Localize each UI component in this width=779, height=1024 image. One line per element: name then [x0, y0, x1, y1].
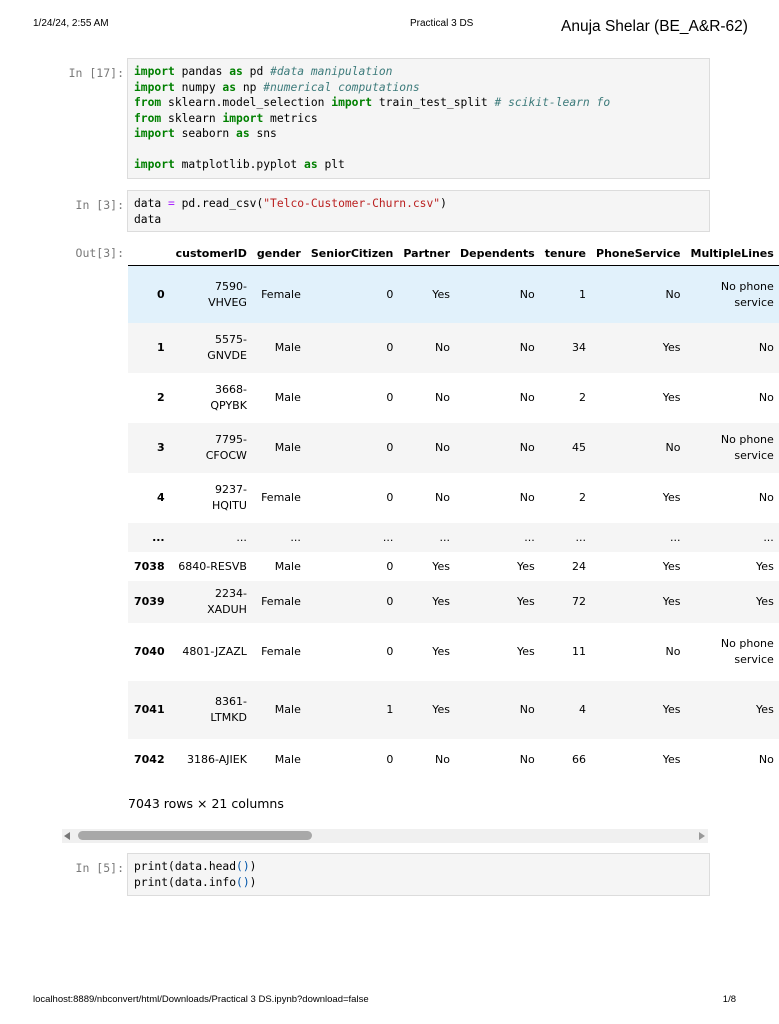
table-cell: No phone service	[686, 423, 779, 473]
table-cell: 66	[572, 753, 587, 766]
table-cell: 1	[306, 681, 399, 739]
row-index: 3	[128, 423, 171, 473]
code-text: )	[440, 197, 447, 210]
code-line	[134, 126, 703, 142]
table-cell: 3668- QPYBK	[210, 383, 247, 412]
page-url: localhost:8889/nbconvert/html/Downloads/Practical 3 DS.ipynb?download=false	[33, 994, 369, 1005]
table-cell: Yes	[455, 581, 540, 623]
table-cell: ...	[591, 523, 685, 552]
table-cell: No	[591, 423, 685, 473]
page-date: 1/24/24, 2:55 AM	[33, 18, 109, 29]
code-line	[134, 142, 703, 158]
table-row	[128, 523, 779, 552]
code-text: matplotlib.pyplot	[174, 158, 305, 171]
code-text: pd	[242, 65, 271, 78]
code-keyword: as	[236, 127, 250, 140]
table-cell: ...	[455, 523, 540, 552]
table-row	[128, 681, 779, 739]
table-cell: ...	[398, 523, 455, 552]
code-line	[134, 875, 703, 891]
table-cell: 0	[386, 559, 394, 573]
table-cell: Female	[261, 491, 301, 504]
table-cell: 34	[540, 323, 591, 373]
column-header: gender	[252, 241, 306, 266]
code-text: print	[134, 860, 169, 873]
code-keyword: import	[331, 96, 373, 109]
table-cell: No	[665, 645, 681, 658]
scroll-right-arrow-icon[interactable]	[699, 832, 705, 840]
scroll-left-arrow-icon[interactable]	[64, 832, 70, 840]
table-cell: No	[519, 753, 535, 766]
table-cell: No phone service	[686, 266, 779, 324]
code-comment: #numerical computations	[263, 80, 420, 94]
output-prompt: Out[3]:	[75, 246, 124, 260]
table-cell: Yes	[398, 681, 455, 739]
table-row	[128, 552, 779, 581]
table-cell: 9237- HQITU	[211, 483, 247, 512]
code-keyword: from	[134, 96, 162, 109]
column-header: SeniorCitizen	[306, 241, 399, 266]
table-cell: No	[398, 423, 455, 473]
code-text: numpy	[174, 80, 223, 94]
code-text: data	[134, 212, 162, 226]
table-cell: 72	[540, 581, 591, 623]
table-cell: No	[455, 323, 540, 373]
table-cell: ...	[252, 523, 306, 552]
row-index: 2	[156, 391, 165, 404]
table-cell: Yes	[398, 581, 455, 623]
table-row	[128, 581, 779, 623]
table-cell: 45	[540, 423, 591, 473]
table-cell: 0	[386, 491, 394, 504]
code-text: sklearn.model_selection	[161, 96, 332, 109]
code-text: pandas	[174, 65, 230, 78]
table-cell: 2	[579, 491, 587, 504]
code-cell[interactable]	[127, 190, 710, 232]
code-keyword: as	[222, 80, 237, 94]
code-text: pd.read_csv(	[174, 197, 264, 210]
table-cell: No	[455, 266, 540, 324]
table-cell: Yes	[686, 581, 779, 623]
table-cell: Yes	[662, 753, 681, 766]
row-index: 1	[128, 323, 171, 373]
table-cell: Male	[274, 559, 301, 573]
code-text: train_test_split	[372, 96, 495, 109]
code-line	[134, 95, 703, 111]
table-cell: Yes	[756, 559, 774, 573]
cell-prompt: In [5]:	[75, 861, 124, 875]
table-cell: 11	[572, 645, 587, 658]
code-text: seaborn	[174, 127, 237, 140]
table-cell: ...	[540, 523, 591, 552]
table-row	[128, 739, 779, 781]
table-row	[128, 623, 779, 681]
row-index: 7042	[134, 753, 165, 766]
table-cell: No	[758, 753, 774, 766]
code-line	[134, 859, 703, 875]
row-index: 4	[156, 491, 165, 504]
table-cell: No	[435, 491, 450, 504]
table-cell: ...	[171, 523, 252, 552]
table-cell: 4	[540, 681, 591, 739]
code-text: (	[168, 875, 175, 889]
column-header: Dependents	[455, 241, 540, 266]
code-text: sklearn	[161, 111, 223, 125]
code-line	[134, 111, 703, 127]
table-cell: Yes	[398, 266, 455, 324]
table-cell: ...	[686, 523, 779, 552]
table-cell: Yes	[662, 391, 681, 404]
row-index: 7041	[128, 681, 171, 739]
column-header	[128, 241, 171, 266]
table-cell: Yes	[591, 681, 685, 739]
table-row	[128, 473, 779, 523]
table-cell: 6840-RESVB	[178, 559, 247, 573]
table-cell: 0	[386, 753, 394, 766]
code-keyword: import	[134, 127, 175, 140]
table-cell: 24	[572, 559, 587, 573]
code-keyword: from	[134, 111, 162, 125]
row-index: 7040	[134, 645, 165, 658]
table-cell: 2234- XADUH	[171, 581, 252, 623]
code-text: print	[134, 875, 169, 889]
table-row	[128, 423, 779, 473]
table-cell: Female	[261, 645, 301, 658]
table-header-row	[128, 241, 779, 266]
dataframe-table	[128, 241, 779, 781]
code-comment: # scikit-learn fo	[494, 96, 611, 109]
author-name: Anuja Shelar (BE_A&R-62)	[561, 18, 748, 35]
table-cell: 0	[306, 581, 399, 623]
table-cell: Yes	[516, 559, 535, 573]
table-cell: No	[455, 681, 540, 739]
table-cell: No phone service	[720, 637, 774, 666]
code-text: data.info	[174, 875, 237, 889]
table-cell: 4801-JZAZL	[182, 645, 247, 658]
table-cell: Yes	[662, 491, 681, 504]
code-text: )	[249, 860, 257, 873]
code-string: "Telco-Customer-Churn.csv"	[263, 197, 441, 210]
table-cell: No	[758, 391, 774, 404]
table-cell: Male	[274, 753, 301, 766]
code-line	[134, 196, 703, 212]
table-cell: No	[435, 753, 450, 766]
column-header: PhoneService	[591, 241, 685, 266]
row-index: ...	[128, 523, 171, 552]
code-line	[134, 212, 703, 228]
table-cell: No	[435, 391, 450, 404]
table-cell: No	[591, 266, 685, 324]
code-text: metrics	[263, 111, 318, 125]
table-cell: No	[455, 423, 540, 473]
table-cell: Female	[252, 266, 306, 324]
code-text: )	[249, 875, 257, 889]
code-keyword: as	[229, 65, 243, 78]
table-cell: No	[519, 391, 535, 404]
table-cell: 5575- GNVDE	[171, 323, 252, 373]
table-cell: Female	[252, 581, 306, 623]
table-cell: 3186-AJIEK	[187, 753, 247, 766]
table-cell: Male	[252, 323, 306, 373]
table-row	[128, 266, 779, 324]
table-cell: 0	[386, 645, 394, 658]
cell-prompt: In [17]:	[68, 66, 124, 80]
table-row	[128, 323, 779, 373]
column-header: Partner	[398, 241, 455, 266]
table-cell: Male	[274, 391, 301, 404]
row-index: 7038	[134, 559, 165, 573]
table-cell: 0	[306, 266, 399, 324]
row-index: 0	[128, 266, 171, 324]
code-text: data	[134, 197, 169, 210]
table-cell: Yes	[432, 559, 450, 573]
horizontal-scrollbar[interactable]	[62, 829, 708, 843]
code-cell[interactable]	[127, 58, 710, 179]
code-comment: #data manipulation	[270, 65, 393, 78]
code-text: sns	[249, 127, 277, 140]
table-cell: No	[398, 323, 455, 373]
code-keyword: import	[134, 65, 175, 78]
cell-prompt: In [3]:	[75, 198, 124, 212]
table-cell: Yes	[591, 581, 685, 623]
table-cell: 8361- LTMKD	[171, 681, 252, 739]
table-cell: 0	[306, 323, 399, 373]
column-header: customerID	[171, 241, 252, 266]
table-cell: 0	[306, 423, 399, 473]
table-cell: 2	[579, 391, 587, 404]
table-cell: Male	[252, 681, 306, 739]
code-line	[134, 157, 703, 173]
scrollbar-thumb[interactable]	[78, 831, 312, 840]
code-text: (	[168, 860, 175, 873]
code-keyword: import	[134, 158, 175, 171]
row-index: 7039	[128, 581, 171, 623]
code-cell[interactable]	[127, 853, 710, 896]
code-keyword: as	[304, 158, 318, 171]
table-cell: 0	[386, 391, 394, 404]
table-cell: Yes	[686, 681, 779, 739]
table-cell: Yes	[516, 645, 535, 658]
code-line	[134, 80, 703, 96]
table-cell: Yes	[432, 645, 450, 658]
code-text: plt	[317, 158, 345, 171]
code-keyword: import	[222, 111, 264, 125]
table-cell: 1	[540, 266, 591, 324]
code-paren: ()	[236, 875, 250, 889]
table-cell: No	[686, 323, 779, 373]
column-header: tenure	[540, 241, 591, 266]
code-keyword: import	[134, 80, 175, 94]
code-text: np	[236, 80, 264, 94]
code-paren: ()	[236, 860, 250, 873]
column-header: MultipleLines	[686, 241, 779, 266]
row-count-label: 7043 rows × 21 columns	[128, 796, 284, 811]
table-cell: 7590- VHVEG	[171, 266, 252, 324]
table-cell: No	[519, 491, 535, 504]
table-cell: 7795- CFOCW	[171, 423, 252, 473]
table-cell: Male	[252, 423, 306, 473]
table-cell: ...	[306, 523, 399, 552]
page-number: 1/8	[722, 994, 736, 1005]
code-line	[134, 64, 703, 80]
table-cell: Yes	[591, 323, 685, 373]
page-title: Practical 3 DS	[410, 18, 474, 29]
code-text: data.head	[174, 860, 237, 873]
code-operator: =	[168, 197, 175, 210]
table-cell: No	[758, 491, 774, 504]
table-row	[128, 373, 779, 423]
table-cell: Yes	[662, 559, 681, 573]
